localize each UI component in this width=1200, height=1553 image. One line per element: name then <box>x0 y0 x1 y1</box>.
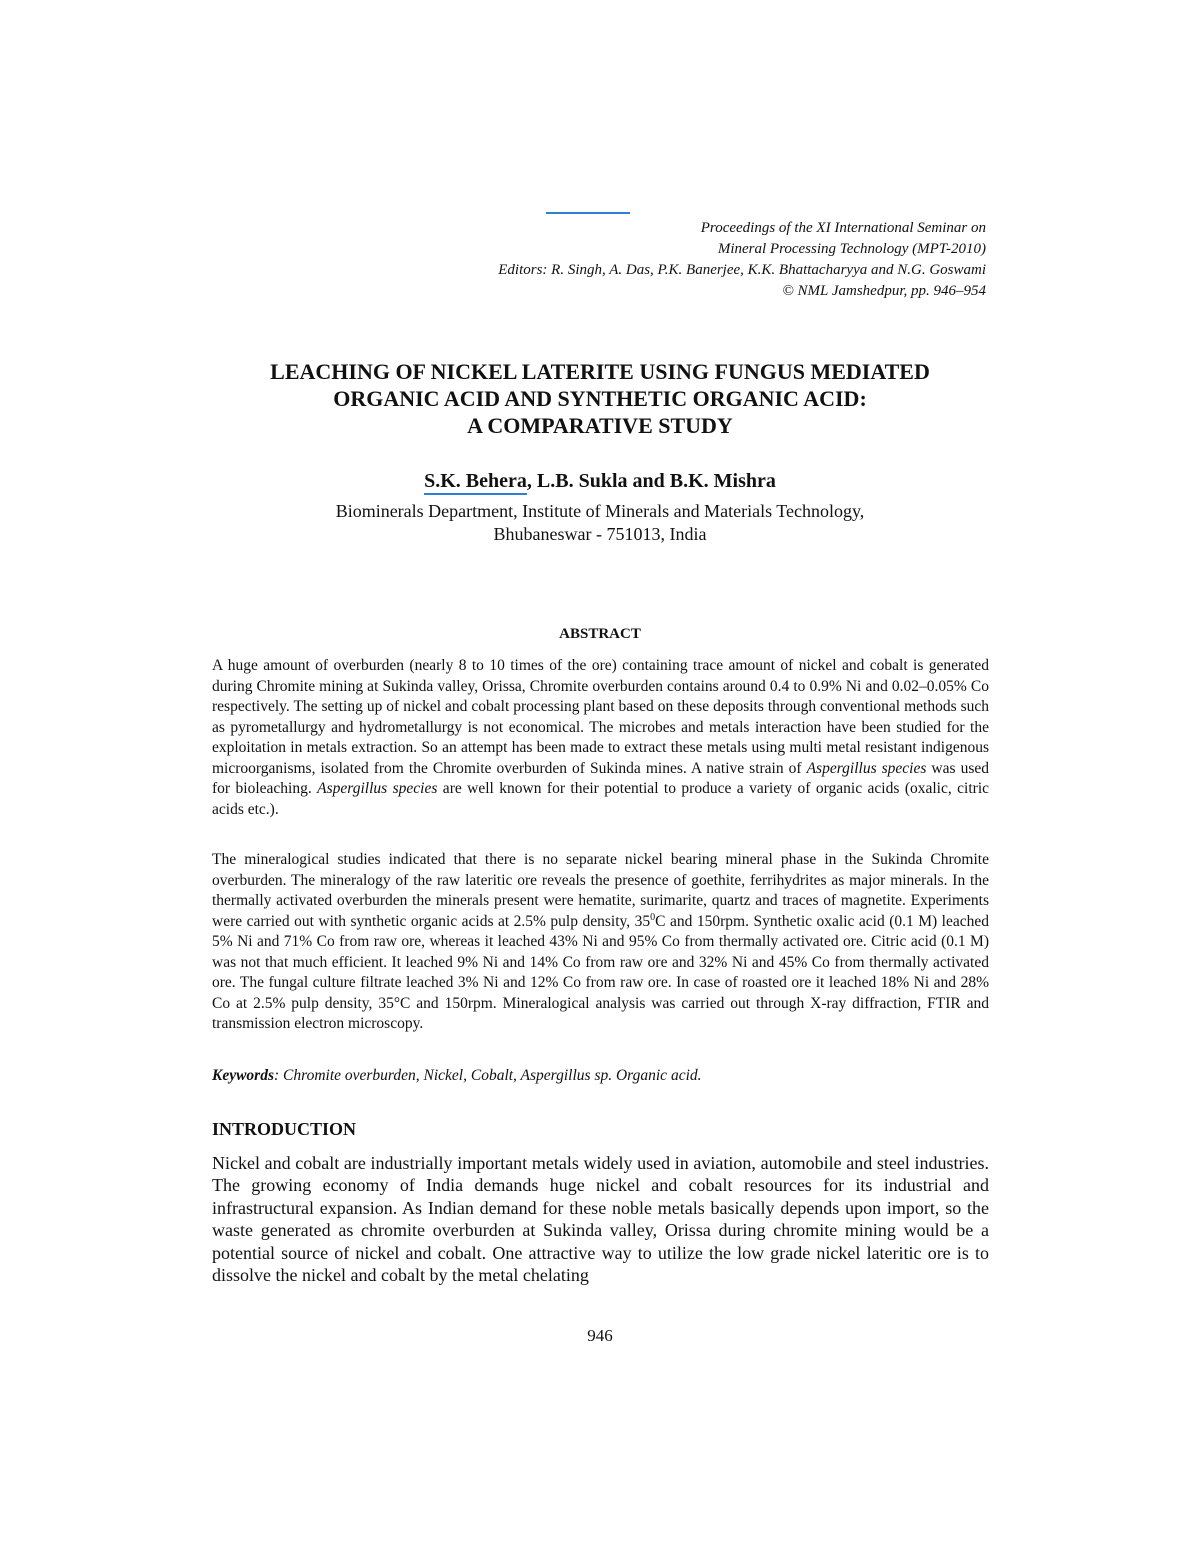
title-line-2: ORGANIC ACID AND SYNTHETIC ORGANIC ACID: <box>333 386 867 411</box>
header-line-2: Mineral Processing Technology (MPT-2010) <box>717 241 986 257</box>
affiliation-line-2: Bhubaneswar - 751013, India <box>493 524 707 544</box>
abstract-heading: ABSTRACT <box>559 626 641 642</box>
abstract-p1-text-c: are well known for their potential to produce a variety of organic acids (oxalic, citric acids etc.). <box>212 780 990 818</box>
abstract-p1-text-b: was used for bioleaching. <box>212 759 989 797</box>
author-list <box>150 468 1050 494</box>
abstract-p2-degree-sup: 0 <box>650 911 656 923</box>
keywords-text: : Chromite overburden, Nickel, Cobalt, Aspergillus sp. Organic acid. <box>274 1067 702 1084</box>
first-author-link[interactable]: S.K. Behera <box>424 470 527 495</box>
paper-title <box>150 358 1050 439</box>
title-line-1: LEACHING OF NICKEL LATERITE USING FUNGUS MEDIATED <box>270 359 930 384</box>
abstract-p2-text-b: C and 150rpm. Synthetic oxalic acid (0.1 M) leached 5% Ni and 71% Co from raw ore, whereas it leached 43% Ni and 95% Co from thermally activated ore. Citric acid (0.1 M) was not that much efficient. It leached 9% Ni and 14% Co from raw ore and 32% Ni and 45% Co from thermally activated ore. The fungal culture filtrate leached 3% Ni and 12% Co from raw ore. In case of roasted ore it leached 18% Ni and 28% Co at 2.5% pulp density, 35°C and 150rpm. Mineralogical analysis was carried out through X-ray diffraction, FTIR and transmission electron microscopy. <box>212 912 989 1032</box>
keywords-label: Keywords <box>212 1067 274 1084</box>
introduction-paragraph: Nickel and cobalt are industrially important metals widely used in aviation, automobile and steel industries. The growing economy of India demands huge nickel and cobalt resources for its industrial and infrastructural expansion. As Indian demand for these noble metals basically depends upon import, so the waste generated as chromite overburden at Sukinda valley, Orissa during chromite mining would be a potential source of nickel and cobalt. One attractive way to utilize the low grade nickel lateritic ore is to dissolve the nickel and cobalt by the metal chelating <box>212 1153 989 1286</box>
abstract-paragraph-2 <box>212 850 989 1035</box>
header-accent-rule <box>546 212 630 214</box>
abstract-p1-species-2: Aspergillus species <box>317 780 438 797</box>
keywords-line <box>212 1066 989 1086</box>
introduction-heading: INTRODUCTION <box>212 1119 357 1139</box>
abstract-p2-text-a: The mineralogical studies indicated that there is no separate nickel bearing mineral phase in the Sukinda Chromite overburden. The mineralogy of the raw lateritic ore reveals the presence of goethite, ferrihydrites as major minerals. In the thermally activated overburden the minerals present were hematite, surimarite, quartz and traces of magnetite. Experiments were carried out with synthetic organic acids at 2.5% pulp density, 35 <box>212 851 989 930</box>
proceedings-header <box>300 218 986 302</box>
header-line-1: Proceedings of the XI International Seminar on <box>700 220 986 236</box>
header-line-3: Editors: R. Singh, A. Das, P.K. Banerjee, K.K. Bhattacharyya and N.G. Goswami <box>498 262 986 278</box>
abstract-p1-species-1: Aspergillus species <box>806 759 927 777</box>
page-number: 946 <box>587 1326 613 1345</box>
title-line-3: A COMPARATIVE STUDY <box>467 413 733 438</box>
header-line-4: © NML Jamshedpur, pp. 946–954 <box>782 283 986 299</box>
other-authors: , L.B. Sukla and B.K. Mishra <box>526 470 776 492</box>
abstract-p1-text-a: A huge amount of overburden (nearly 8 to 10 times of the ore) containing trace amount of nickel and cobalt is generated during Chromite mining at Sukinda valley, Orissa, Chromite overburden contains around 0.4 to 0.9% Ni and 0.02–0.05% Co respectively. The setting up of nickel and cobalt processing plant based on these deposits through conventional methods such as pyrometallurgy and hydrometallurgy is not economical. The microbes and metals interaction have been studied for the exploitation in metals extraction. So an attempt has been made to extract these metals using multi metal resistant indigenous microorganisms, isolated from the Chromite overburden of Sukinda mines. A native strain of <box>212 657 989 777</box>
affiliation-line-1: Biominerals Department, Institute of Minerals and Materials Technology, <box>335 501 865 521</box>
affiliation <box>150 500 1050 546</box>
abstract-paragraph-1 <box>212 656 989 820</box>
